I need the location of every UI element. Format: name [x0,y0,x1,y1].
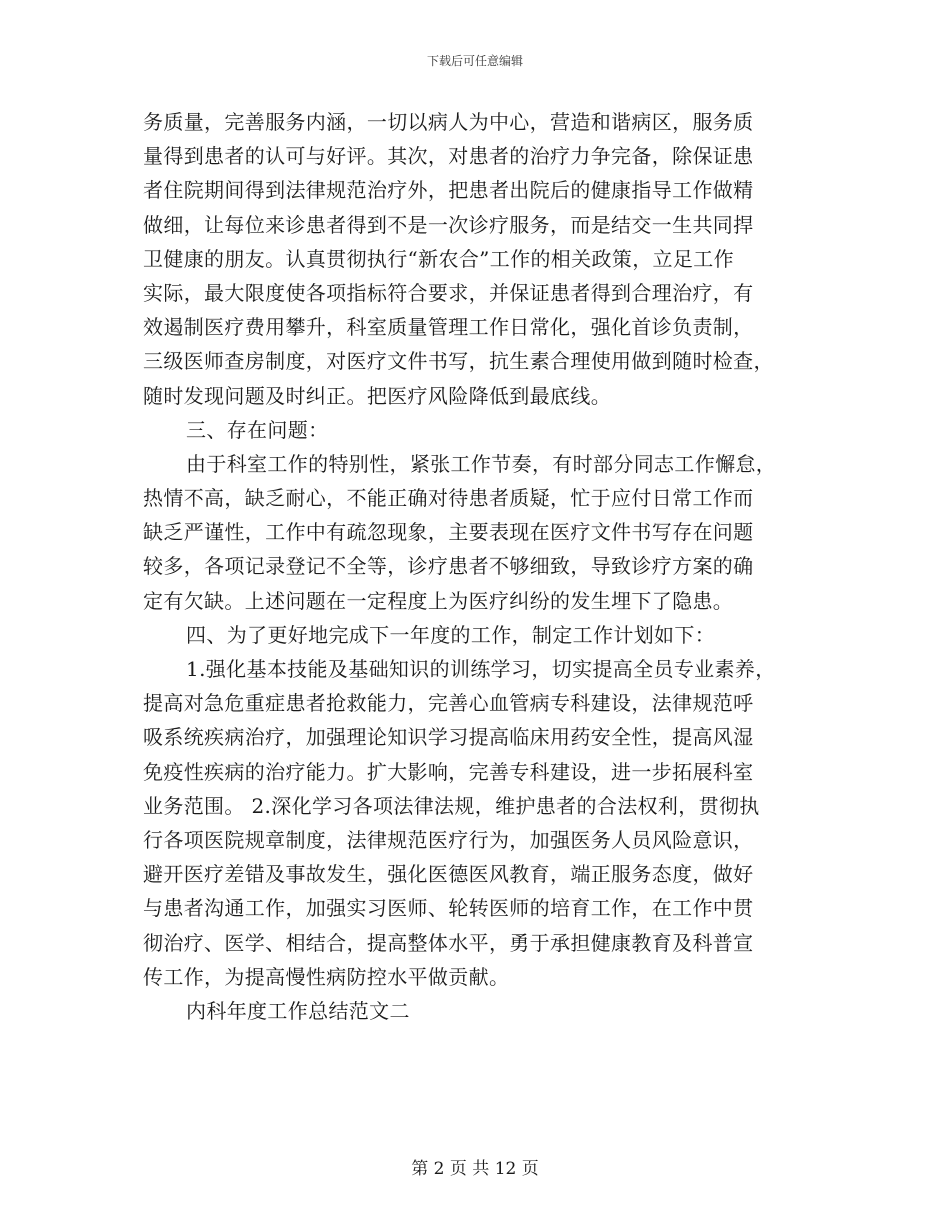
body-line: 随时发现问题及时纠正。把医疗风险降低到最底线。 [143,383,612,408]
body-line: 传工作，为提高慢性病防控水平做贡献。 [143,964,510,989]
body-line: 较多，各项记录登记不全等，诊疗患者不够细致，导致诊疗方案的确 [143,554,754,579]
body-line: 实际，最大限度使各项指标符合要求，并保证患者得到合理治疗，有 [143,280,754,305]
section-heading: 四、为了更好地完成下一年度的工作，制定工作计划如下： [186,622,716,647]
page-number: 第 2 页 共 12 页 [411,1159,539,1179]
body-line: 缺乏严谨性，工作中有疏忽现象，主要表现在医疗文件书写存在问题 [143,520,754,545]
body-line: 做细，让每位来诊患者得到不是一次诊疗服务，而是结交一生共同捍 [143,212,754,237]
body-line: 务质量，完善服务内涵，一切以病人为中心，营造和谐病区，服务质 [143,110,754,134]
body-line: 吸系统疾病治疗，加强理论知识学习提高临床用药安全性，提高风湿 [143,725,754,750]
body-line: 效遏制医疗费用攀升，科室质量管理工作日常化，强化首诊负责制， [143,315,754,340]
body-line: 三级医师查房制度，对医疗文件书写，抗生素合理使用做到随时检查， [143,349,774,374]
body-line: 业务范围。 2.深化学习各项法律法规，维护患者的合法权利，贯彻执 [143,793,760,818]
body-line: 提高对急危重症患者抢救能力，完善心血管病专科建设，法律规范呼 [143,691,754,716]
body-line: 定有欠缺。上述问题在一定程度上为医疗纠纷的发生埋下了隐患。 [143,588,734,613]
body-line: 彻治疗、医学、相结合，提高整体水平，勇于承担健康教育及科普宣 [143,930,754,955]
body-line: 避开医疗差错及事故发生，强化医德医风教育，端正服务态度，做好 [143,862,754,887]
body-line: 免疫性疾病的治疗能力。扩大影响，完善专科建设，进一步拓展科室 [143,759,754,784]
body-line: 与患者沟通工作，加强实习医师、轮转医师的培育工作，在工作中贯 [143,896,754,921]
document-body [143,105,808,1028]
page-header: 下载后可任意编辑 [426,54,523,68]
body-line: 者住院期间得到法律规范治疗外，把患者出院后的健康指导工作做精 [143,178,754,203]
body-line: 1.强化基本技能及基础知识的训练学习，切实提高全员专业素养， [186,657,776,681]
body-line: 热情不高，缺乏耐心，不能正确对待患者质疑，忙于应付日常工作而 [143,486,754,511]
body-line: 量得到患者的认可与好评。其次，对患者的治疗力争完备，除保证患 [143,144,754,169]
section-heading: 三、存在问题： [186,417,329,442]
section-heading: 内科年度工作总结范文二 [186,998,410,1023]
body-line: 由于科室工作的特别性，紧张工作节奏，有时部分同志工作懈怠， [186,451,777,476]
body-line: 卫健康的朋友。认真贯彻执行“新农合”工作的相关政策，立足工作 [143,246,734,271]
body-line: 行各项医院规章制度，法律规范医疗行为，加强医务人员风险意识， [143,827,754,852]
